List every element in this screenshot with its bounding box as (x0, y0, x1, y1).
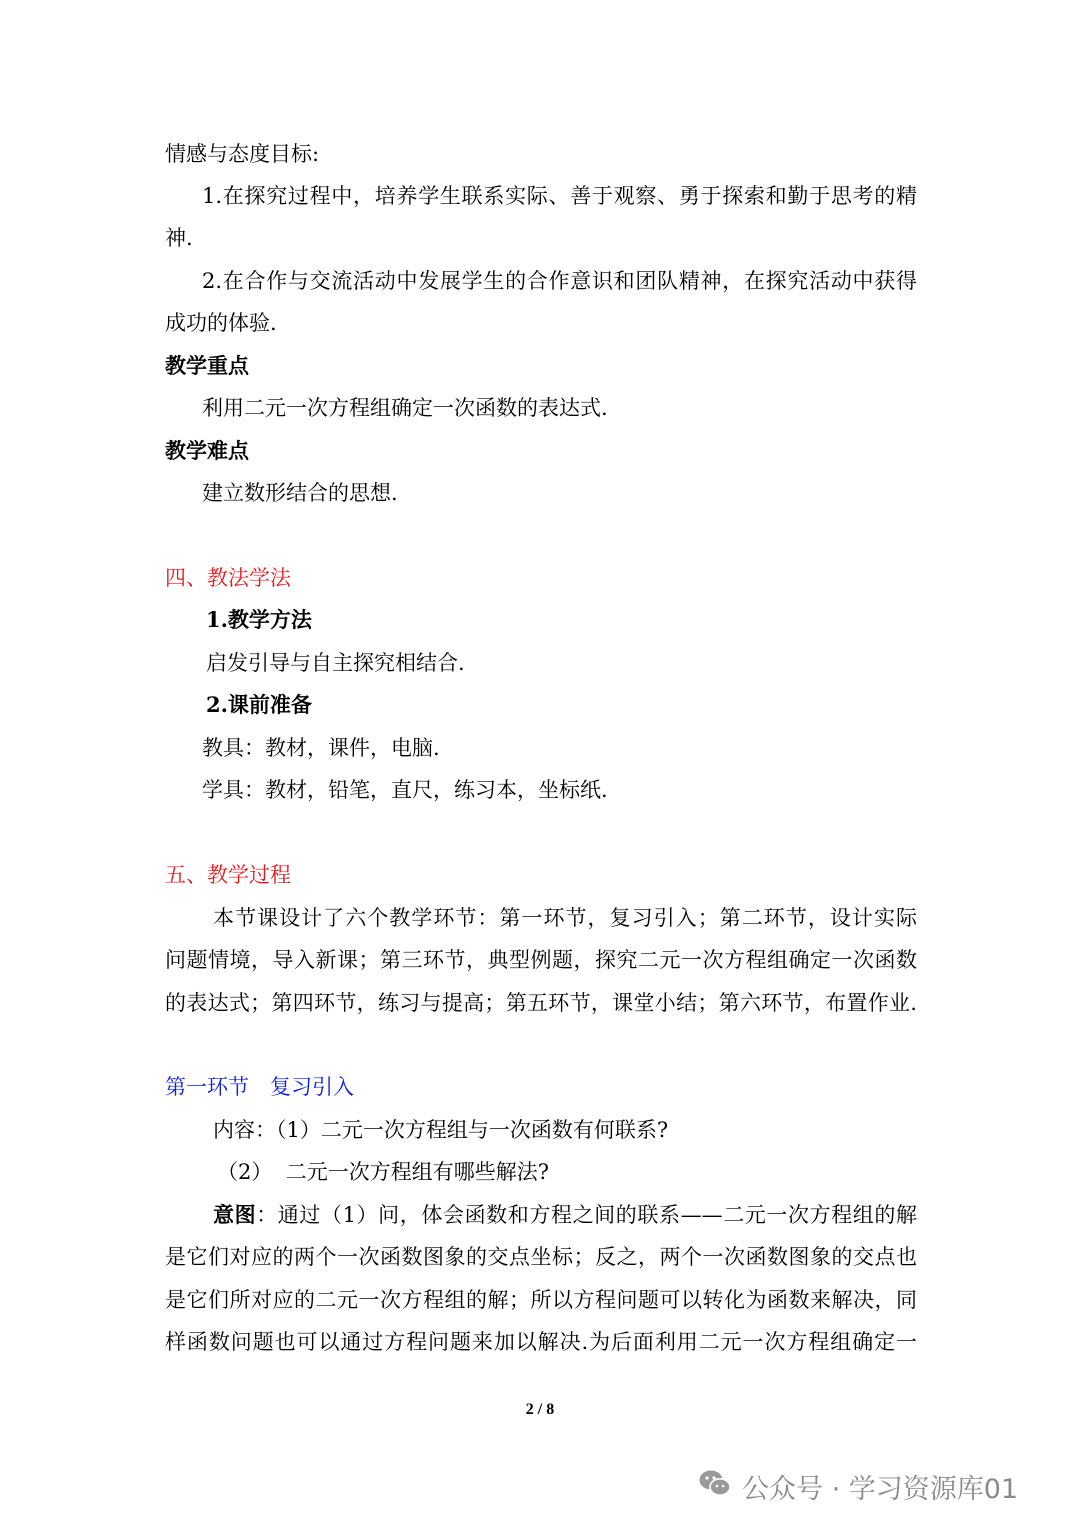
intent-label: 意图 (213, 1202, 257, 1227)
content-question-1: 内容：（1）二元一次方程组与一次函数有何联系? (213, 1118, 669, 1142)
process-line-1: 本节课设计了六个教学环节：第一环节，复习引入；第二环节，设计实际 (213, 906, 917, 930)
watermark (698, 1466, 1018, 1506)
teacher-tools: 教具：教材，课件，电脑. (202, 736, 440, 760)
preparation-heading: 2.课前准备 (206, 692, 312, 717)
teaching-method-text: 启发引导与自主探究相结合. (206, 651, 465, 675)
difficulty-text: 建立数形结合的思想. (202, 481, 398, 505)
watermark-text: 公众号 · 学习资源库01 (742, 1473, 1019, 1505)
link-1-heading: 第一环节 复习引入 (165, 1075, 354, 1099)
intent-line-2: 是它们对应的两个一次函数图象的交点坐标；反之，两个一次函数图象的交点也 (165, 1245, 917, 1269)
page-number: 2 / 8 (525, 1401, 555, 1418)
difficulty-heading: 教学难点 (165, 438, 249, 463)
process-line-2: 问题情境，导入新课；第三环节，典型例题，探究二元一次方程组确定一次函数 (165, 948, 917, 972)
student-tools: 学具：教材，铅笔，直尺，练习本，坐标纸. (202, 778, 608, 802)
teaching-method-heading: 1.教学方法 (206, 607, 312, 632)
key-point-text: 利用二元一次方程组确定一次函数的表达式. (202, 396, 608, 420)
content-question-2: （2） 二元一次方程组有哪些解法? (217, 1160, 549, 1184)
intent-line-3: 是它们所对应的二元一次方程组的解；所以方程问题可以转化为函数来解决，同 (165, 1288, 917, 1312)
key-point-heading: 教学重点 (165, 353, 249, 378)
intent-line-1 (213, 1200, 917, 1230)
goal-item-2-line-1: 2.在合作与交流活动中发展学生的合作意识和团队精神，在探究活动中获得 (202, 269, 917, 293)
goal-item-1-line-2: 神. (165, 226, 193, 250)
section-4-heading: 四、教法学法 (165, 566, 291, 590)
intent-line-1-text: ：通过（1）问，体会函数和方程之间的联系——二元一次方程组的解 (256, 1203, 917, 1227)
process-line-3: 的表达式；第四环节，练习与提高；第五环节，课堂小结；第六环节，布置作业. (165, 991, 917, 1015)
goal-item-1-line-1: 1.在探究过程中，培养学生联系实际、善于观察、勇于探索和勤于思考的精 (202, 184, 917, 208)
intent-line-4: 样函数问题也可以通过方程问题来加以解决.为后面利用二元一次方程组确定一 (165, 1330, 917, 1354)
wechat-icon (698, 1468, 742, 1505)
goal-item-2-line-2: 成功的体验. (165, 311, 277, 335)
emotion-goal-heading: 情感与态度目标: (165, 142, 320, 166)
section-5-heading: 五、教学过程 (165, 863, 291, 887)
